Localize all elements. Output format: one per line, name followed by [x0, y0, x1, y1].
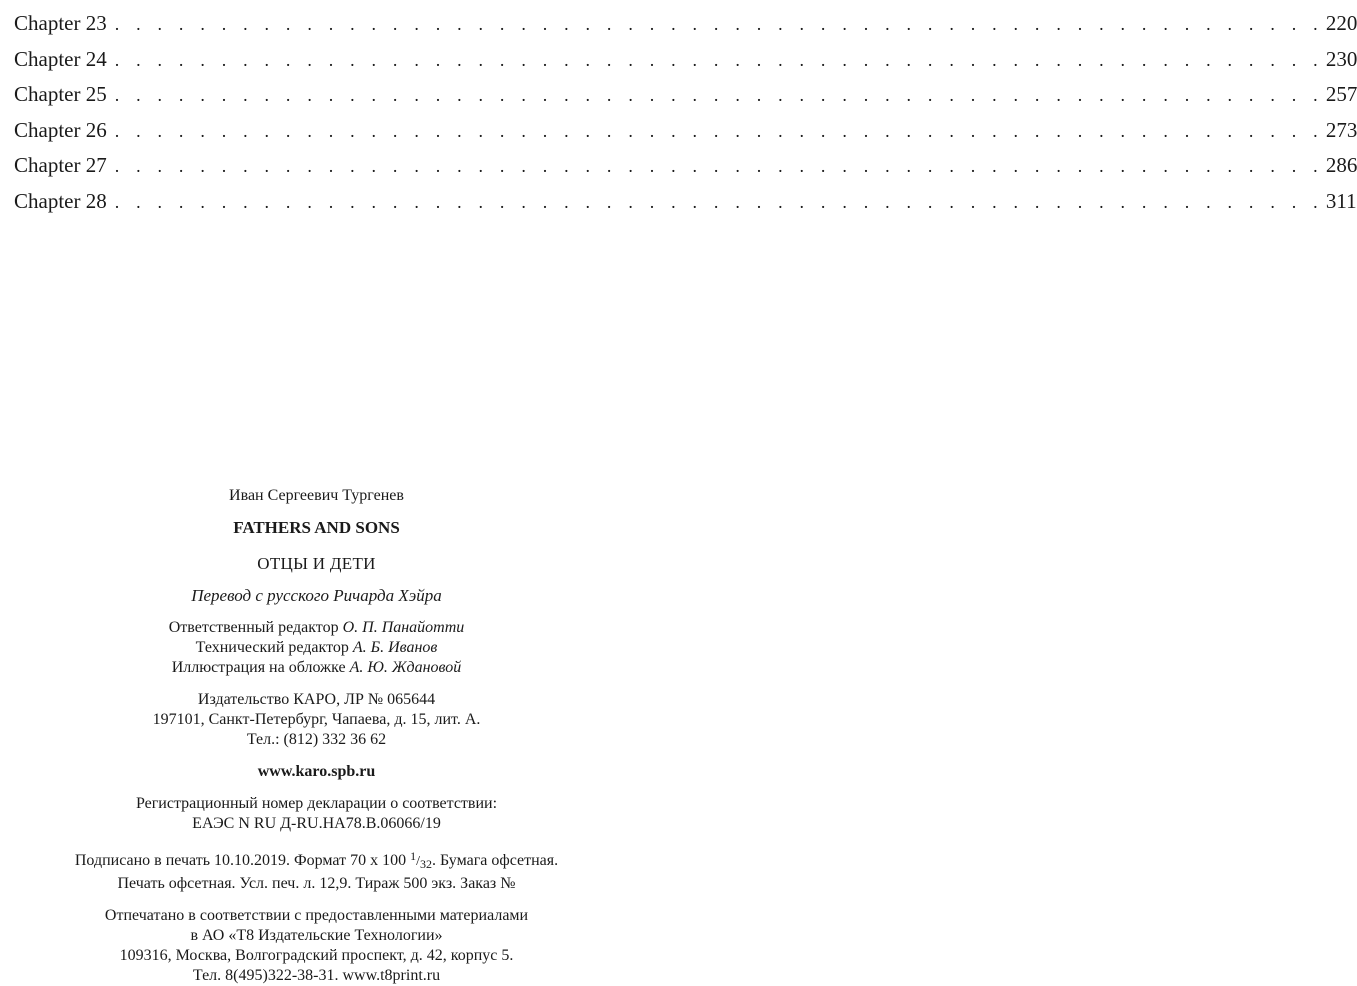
toc-page-number: 273 — [1325, 117, 1357, 142]
fraction-numerator: 1 — [410, 849, 417, 863]
printer-contact: Тел. 8(495)322-38-31. www.t8print.ru — [192, 967, 441, 984]
printer-name: в АО «Т8 Издательские Технологии» — [190, 927, 443, 944]
toc-page-number: 311 — [1325, 188, 1357, 213]
printer-address: 109316, Москва, Волгоградский проспект, д. 42, корпус 5. — [119, 947, 514, 964]
toc-entry — [14, 42, 1357, 78]
toc-page-number: 257 — [1325, 82, 1357, 107]
toc-chapter-title: Chapter 28 — [14, 188, 107, 213]
book-title-english: FATHERS AND SONS — [233, 518, 400, 537]
publisher-line: Издательство КАРО, ЛР № 065644 — [197, 691, 436, 708]
credit-line — [0, 638, 633, 658]
credit-line — [0, 618, 633, 638]
printer-info — [0, 906, 633, 986]
publisher-address: 197101, Санкт-Петербург, Чапаева, д. 15, лит. А. — [152, 711, 481, 728]
toc-leader-dots: . . . . . . . . . . . . . . . . . . . . . . . . . . . . . . . . . . . . . . . . . . . . . . . . . . . . . . . . . — [114, 191, 1324, 212]
declaration-info — [0, 794, 633, 834]
credit-role: Иллюстрация на обложке — [171, 659, 346, 676]
format-fraction: 1/32 — [410, 849, 432, 871]
credit-name: А. Б. Иванов — [352, 639, 438, 656]
toc-page-number: 230 — [1325, 46, 1357, 71]
toc-entry — [14, 6, 1357, 42]
credit-role: Ответственный редактор — [168, 619, 339, 636]
toc-page-number: 286 — [1325, 153, 1357, 178]
toc-leader-dots: . . . . . . . . . . . . . . . . . . . . . . . . . . . . . . . . . . . . . . . . . . . . . . . . . . . . . . . . . — [114, 14, 1324, 34]
fraction-denominator: 32 — [420, 857, 432, 871]
printer-line: Отпечатано в соответствии с предоставленными материалами — [104, 907, 529, 924]
publisher-info — [0, 690, 633, 750]
print-paper-text: . Бумага офсетная. — [432, 852, 559, 869]
toc-page-number: 220 — [1325, 11, 1357, 35]
declaration-number: ЕАЭС N RU Д-RU.HA78.B.06066/19 — [192, 815, 441, 832]
toc-chapter-title: Chapter 24 — [14, 46, 107, 71]
toc-leader-dots: . . . . . . . . . . . . . . . . . . . . . . . . . . . . . . . . . . . . . . . . . . . . . . . . . . . . . . . . . — [114, 156, 1324, 177]
declaration-label: Регистрационный номер декларации о соответствии: — [135, 795, 498, 812]
toc-entry — [14, 148, 1357, 184]
print-format-line — [0, 846, 633, 874]
toc-chapter-title: Chapter 26 — [14, 117, 107, 142]
toc-chapter-title: Chapter 25 — [14, 82, 107, 107]
toc-chapter-title: Chapter 23 — [14, 11, 107, 35]
book-title-russian: ОТЦЫ И ДЕТИ — [257, 554, 376, 573]
publisher-website: www.karo.spb.ru — [257, 763, 376, 780]
translator-credit: Перевод с русского Ричарда Хэйра — [191, 586, 442, 605]
print-info — [0, 846, 633, 894]
publisher-phone: Тел.: (812) 332 36 62 — [246, 731, 387, 748]
toc-leader-dots: . . . . . . . . . . . . . . . . . . . . . . . . . . . . . . . . . . . . . . . . . . . . . . . . . . . . . . . . . — [114, 120, 1324, 141]
credit-role: Технический редактор — [195, 639, 349, 656]
toc-chapter-title: Chapter 27 — [14, 153, 107, 178]
toc-leader-dots: . . . . . . . . . . . . . . . . . . . . . . . . . . . . . . . . . . . . . . . . . . . . . . . . . . . . . . . . . — [114, 49, 1324, 70]
credit-line — [0, 658, 633, 678]
print-run-line: Печать офсетная. Усл. печ. л. 12,9. Тираж 500 экз. Заказ № — [117, 875, 516, 892]
print-format-text: Подписано в печать 10.10.2019. Формат 70 х 100 — [74, 852, 407, 869]
toc-leader-dots: . . . . . . . . . . . . . . . . . . . . . . . . . . . . . . . . . . . . . . . . . . . . . . . . . . . . . . . . . — [114, 85, 1324, 106]
toc-entry — [14, 77, 1357, 113]
credit-name: А. Ю. Ждановой — [349, 659, 462, 676]
toc-entry — [14, 184, 1357, 220]
credit-name: О. П. Панайотти — [342, 619, 465, 636]
toc-entry — [14, 113, 1357, 149]
table-of-contents — [14, 6, 1357, 220]
author-name: Иван Сергеевич Тургенев — [229, 487, 404, 504]
imprint-block — [0, 486, 633, 986]
editorial-credits — [0, 618, 633, 678]
